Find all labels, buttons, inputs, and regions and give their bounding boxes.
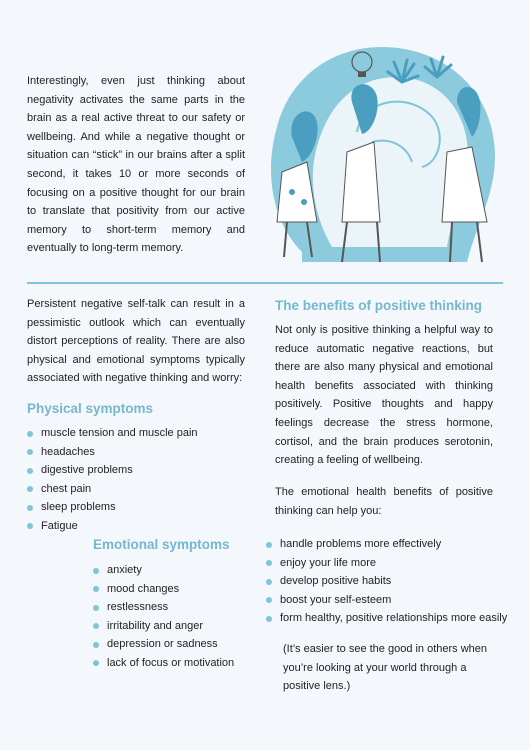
intro-paragraph: Interestingly, even just thinking about negativity activates the same parts in the brain as a real active threat to our safety or wellbeing. And while a negative thought or situation can “stick” in our brains after a split second, it takes 10 or more seconds of focusing on a positive thought for our brain to translate that positivity from our active memory to short-term memory and eventually to long-term memory. — [27, 75, 245, 255]
list-item: depression or sadness — [93, 635, 234, 654]
list-item: digestive problems — [27, 461, 198, 480]
negative-self-talk-paragraph: Persistent negative self-talk can result in a pessimistic outlook which can eventually distort perceptions of reality. There are also physical and emotional symptoms typically associated with negative thinking and worry: — [27, 298, 245, 385]
relationships-note: (It’s easier to see the good in others when you’re looking at your world through a positive lens.) — [283, 643, 488, 693]
list-item: boost your self-esteem — [266, 591, 507, 610]
list-item: anxiety — [93, 561, 234, 580]
list-item: Fatigue — [27, 517, 198, 536]
physical-symptoms-heading: Physical symptoms — [27, 401, 154, 416]
benefits-paragraph: Not only is positive thinking a helpful way to reduce automatic negative reactions, but there are also many physical and emotional health benefits associated with thinking positively. Positive thoughts and happy feelings decrease the stress hormone, cortisol, and the brain produces serotonin, creating a feeling of wellbeing. — [275, 324, 493, 467]
benefits-list — [266, 535, 507, 628]
list-item: enjoy your life more — [266, 554, 507, 573]
list-item: headaches — [27, 443, 198, 462]
emotional-symptoms-heading: Emotional symptoms — [93, 537, 230, 552]
list-item: restlessness — [93, 598, 234, 617]
section-divider — [27, 282, 503, 284]
list-item: mood changes — [93, 580, 234, 599]
physical-symptoms-list — [27, 424, 198, 536]
list-item: develop positive habits — [266, 572, 507, 591]
list-item: form healthy, positive relationships more easily — [266, 609, 507, 628]
list-item: handle problems more effectively — [266, 535, 507, 554]
positive-thinking-illustration — [262, 22, 512, 272]
list-item: chest pain — [27, 480, 198, 499]
list-item: lack of focus or motivation — [93, 654, 234, 673]
list-item: sleep problems — [27, 498, 198, 517]
emotional-symptoms-list — [93, 561, 234, 673]
list-item: muscle tension and muscle pain — [27, 424, 198, 443]
list-item: irritability and anger — [93, 617, 234, 636]
benefits-intro-paragraph: The emotional health benefits of positive thinking can help you: — [275, 486, 493, 517]
benefits-heading: The benefits of positive thinking — [275, 298, 483, 313]
